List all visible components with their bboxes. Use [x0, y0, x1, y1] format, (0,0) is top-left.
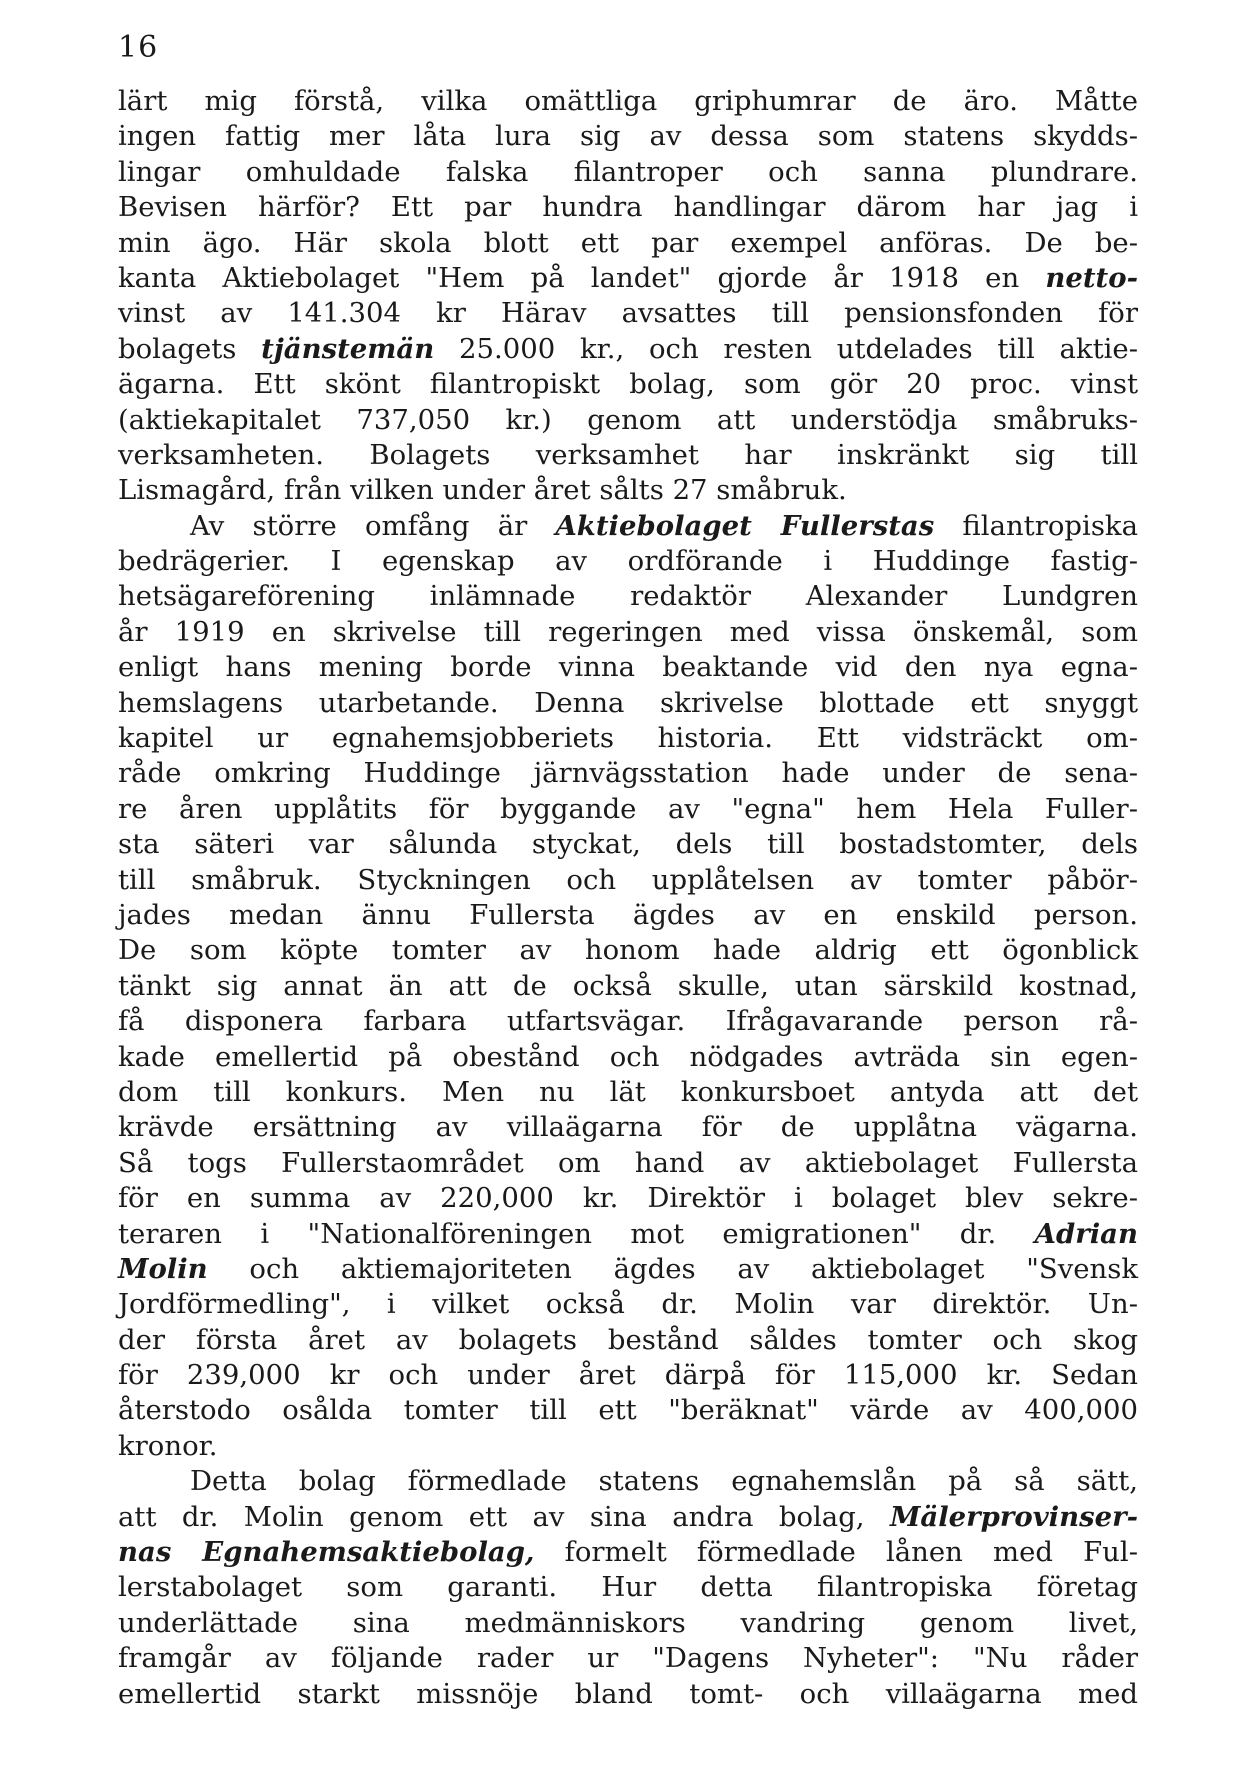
text-run: och aktiemajoriteten ägdes av aktiebolaget "Svensk	[207, 1252, 1138, 1285]
text-run: råde omkring Huddinge järnvägsstation hade under de sena-	[118, 757, 1138, 790]
text-line	[118, 650, 1138, 685]
text-run: bolagets	[118, 332, 262, 365]
text-run: för 239,000 kr och under året därpå för 115,000 kr. Sedan	[118, 1359, 1138, 1392]
text-line	[118, 473, 1138, 508]
text-run: Så togs Fullerstaområdet om hand av aktiebolaget Fullersta	[118, 1146, 1138, 1179]
text-line	[118, 933, 1138, 968]
text-line	[118, 1217, 1138, 1252]
text-run: kapitel ur egnahemsjobberiets historia. Ett vidsträckt om-	[118, 722, 1138, 755]
text-run: tänkt sig annat än att de också skulle, utan särskild kostnad,	[118, 969, 1138, 1002]
emphasized-text: nas Egnahemsaktiebolag,	[118, 1536, 535, 1569]
text-line	[118, 1181, 1138, 1216]
text-line	[118, 1393, 1138, 1428]
text-line	[118, 1641, 1138, 1676]
text-run: år 1919 en skrivelse till regeringen med vissa önskemål, som	[118, 615, 1138, 648]
text-line	[118, 579, 1138, 614]
text-line	[118, 190, 1138, 225]
text-run: min ägo. Här skola blott ett par exempel anföras. De be-	[118, 226, 1138, 259]
text-line	[118, 119, 1138, 154]
text-line	[118, 863, 1138, 898]
text-run: kanta Aktiebolaget "Hem på landet" gjorde år 1918 en	[118, 261, 1046, 294]
text-line	[118, 1677, 1138, 1712]
text-line	[118, 1252, 1138, 1287]
text-run: hemslagens utarbetande. Denna skrivelse blottade ett snyggt	[118, 686, 1138, 719]
text-line	[118, 155, 1138, 190]
text-line	[118, 756, 1138, 791]
emphasized-text: Mälerprovinser-	[889, 1500, 1138, 1533]
text-line	[118, 1323, 1138, 1358]
text-line	[118, 615, 1138, 650]
text-run: krävde ersättning av villaägarna för de upplåtna vägarna.	[118, 1111, 1138, 1144]
text-run: för en summa av 220,000 kr. Direktör i bolaget blev sekre-	[118, 1182, 1138, 1215]
text-run: 25.000 kr., och resten utdelades till aktie-	[434, 332, 1138, 365]
text-line	[118, 1004, 1138, 1039]
emphasized-text: tjänstemän	[261, 332, 435, 365]
text-run: ägarna. Ett skönt filantropiskt bolag, som gör 20 proc. vinst	[118, 368, 1138, 401]
text-run: re åren upplåtits för byggande av "egna" hem Hela Fuller-	[118, 792, 1138, 825]
text-line	[118, 1606, 1138, 1641]
text-run: få disponera farbara utfartsvägar. Ifrågavarande person rå-	[118, 1005, 1138, 1038]
text-run: enligt hans mening borde vinna beaktande vid den nya egna-	[118, 651, 1138, 684]
text-line	[118, 827, 1138, 862]
text-line	[118, 898, 1138, 933]
text-line	[118, 1146, 1138, 1181]
text-line	[118, 84, 1138, 119]
text-run: till småbruk. Styckningen och upplåtelsen av tomter påbör-	[118, 863, 1138, 896]
page-number: 16	[118, 30, 159, 65]
text-line	[118, 261, 1138, 296]
emphasized-text: Adrian	[1034, 1217, 1138, 1250]
text-line	[118, 332, 1138, 367]
text-run: verksamheten. Bolagets verksamhet har inskränkt sig till	[118, 438, 1138, 471]
text-run: Jordförmedling", i vilket också dr. Molin var direktör. Un-	[118, 1288, 1138, 1321]
text-run: Lismagård, från vilken under året sålts 27 småbruk.	[118, 474, 847, 507]
text-run: hetsägareförening inlämnade redaktör Alexander Lundgren	[118, 580, 1138, 613]
text-line	[118, 1075, 1138, 1110]
text-run: Av större omfång är	[190, 509, 556, 542]
text-line	[118, 1358, 1138, 1393]
text-run: framgår av följande rader ur "Dagens Nyheter": "Nu råder	[118, 1642, 1138, 1675]
text-run: Detta bolag förmedlade statens egnahemslån på så sätt,	[190, 1465, 1138, 1498]
text-run: emellertid starkt missnöje bland tomt- och villaägarna med	[118, 1677, 1138, 1710]
text-line	[118, 1500, 1138, 1535]
text-run: De som köpte tomter av honom hade aldrig ett ögonblick	[118, 934, 1138, 967]
text-run: kade emellertid på obestånd och nödgades avträda sin egen-	[118, 1040, 1138, 1073]
text-line	[118, 296, 1138, 331]
text-line	[118, 509, 1138, 544]
text-run: att dr. Molin genom ett av sina andra bolag,	[118, 1500, 890, 1533]
text-run: lärt mig förstå, vilka omättliga griphumrar de äro. Måtte	[118, 85, 1138, 117]
text-run: dom till konkurs. Men nu lät konkursboet antyda att det	[118, 1075, 1138, 1108]
text-line	[118, 1570, 1138, 1605]
text-run: ingen fattig mer låta lura sig av dessa som statens skydds-	[118, 120, 1138, 153]
text-run: filantropiska	[934, 509, 1138, 542]
text-run: formelt förmedlade lånen med Ful-	[534, 1536, 1138, 1569]
text-run: vinst av 141.304 kr Härav avsattes till pensionsfonden för	[118, 297, 1138, 330]
emphasized-text: Aktiebolaget Fullerstas	[555, 509, 935, 542]
body-text	[118, 84, 1138, 1712]
text-line	[118, 403, 1138, 438]
text-line	[118, 1040, 1138, 1075]
text-line	[118, 1535, 1138, 1570]
text-line	[118, 367, 1138, 402]
text-run: lingar omhuldade falska filantroper och sanna plundrare.	[118, 155, 1138, 188]
text-line	[118, 686, 1138, 721]
text-run: teraren i "Nationalföreningen mot emigrationen" dr.	[118, 1217, 1035, 1250]
text-line	[118, 721, 1138, 756]
emphasized-text: netto-	[1045, 261, 1138, 294]
text-line	[118, 1464, 1138, 1499]
text-run: (aktiekapitalet 737,050 kr.) genom att understödja småbruks-	[118, 403, 1138, 436]
text-line	[118, 792, 1138, 827]
text-run: jades medan ännu Fullersta ägdes av en enskild person.	[118, 898, 1138, 931]
text-line	[118, 969, 1138, 1004]
emphasized-text: Molin	[118, 1252, 208, 1285]
text-run: bedrägerier. I egenskap av ordförande i Huddinge fastig-	[118, 545, 1138, 578]
text-run: der första året av bolagets bestånd såldes tomter och skog	[118, 1323, 1138, 1356]
text-run: kronor.	[118, 1429, 218, 1462]
text-line	[118, 226, 1138, 261]
text-run: Bevisen härför? Ett par hundra handlingar därom har jag i	[118, 191, 1138, 224]
text-run: återstodo osålda tomter till ett "beräknat" värde av 400,000	[118, 1394, 1138, 1427]
text-run: underlättade sina medmänniskors vandring genom livet,	[118, 1606, 1138, 1639]
text-line	[118, 1110, 1138, 1145]
text-line	[118, 544, 1138, 579]
text-run: sta säteri var sålunda styckat, dels till bostadstomter, dels	[118, 828, 1138, 861]
text-line	[118, 1287, 1138, 1322]
text-run: lerstabolaget som garanti. Hur detta filantropiska företag	[118, 1571, 1138, 1604]
text-line	[118, 438, 1138, 473]
text-line	[118, 1429, 1138, 1464]
